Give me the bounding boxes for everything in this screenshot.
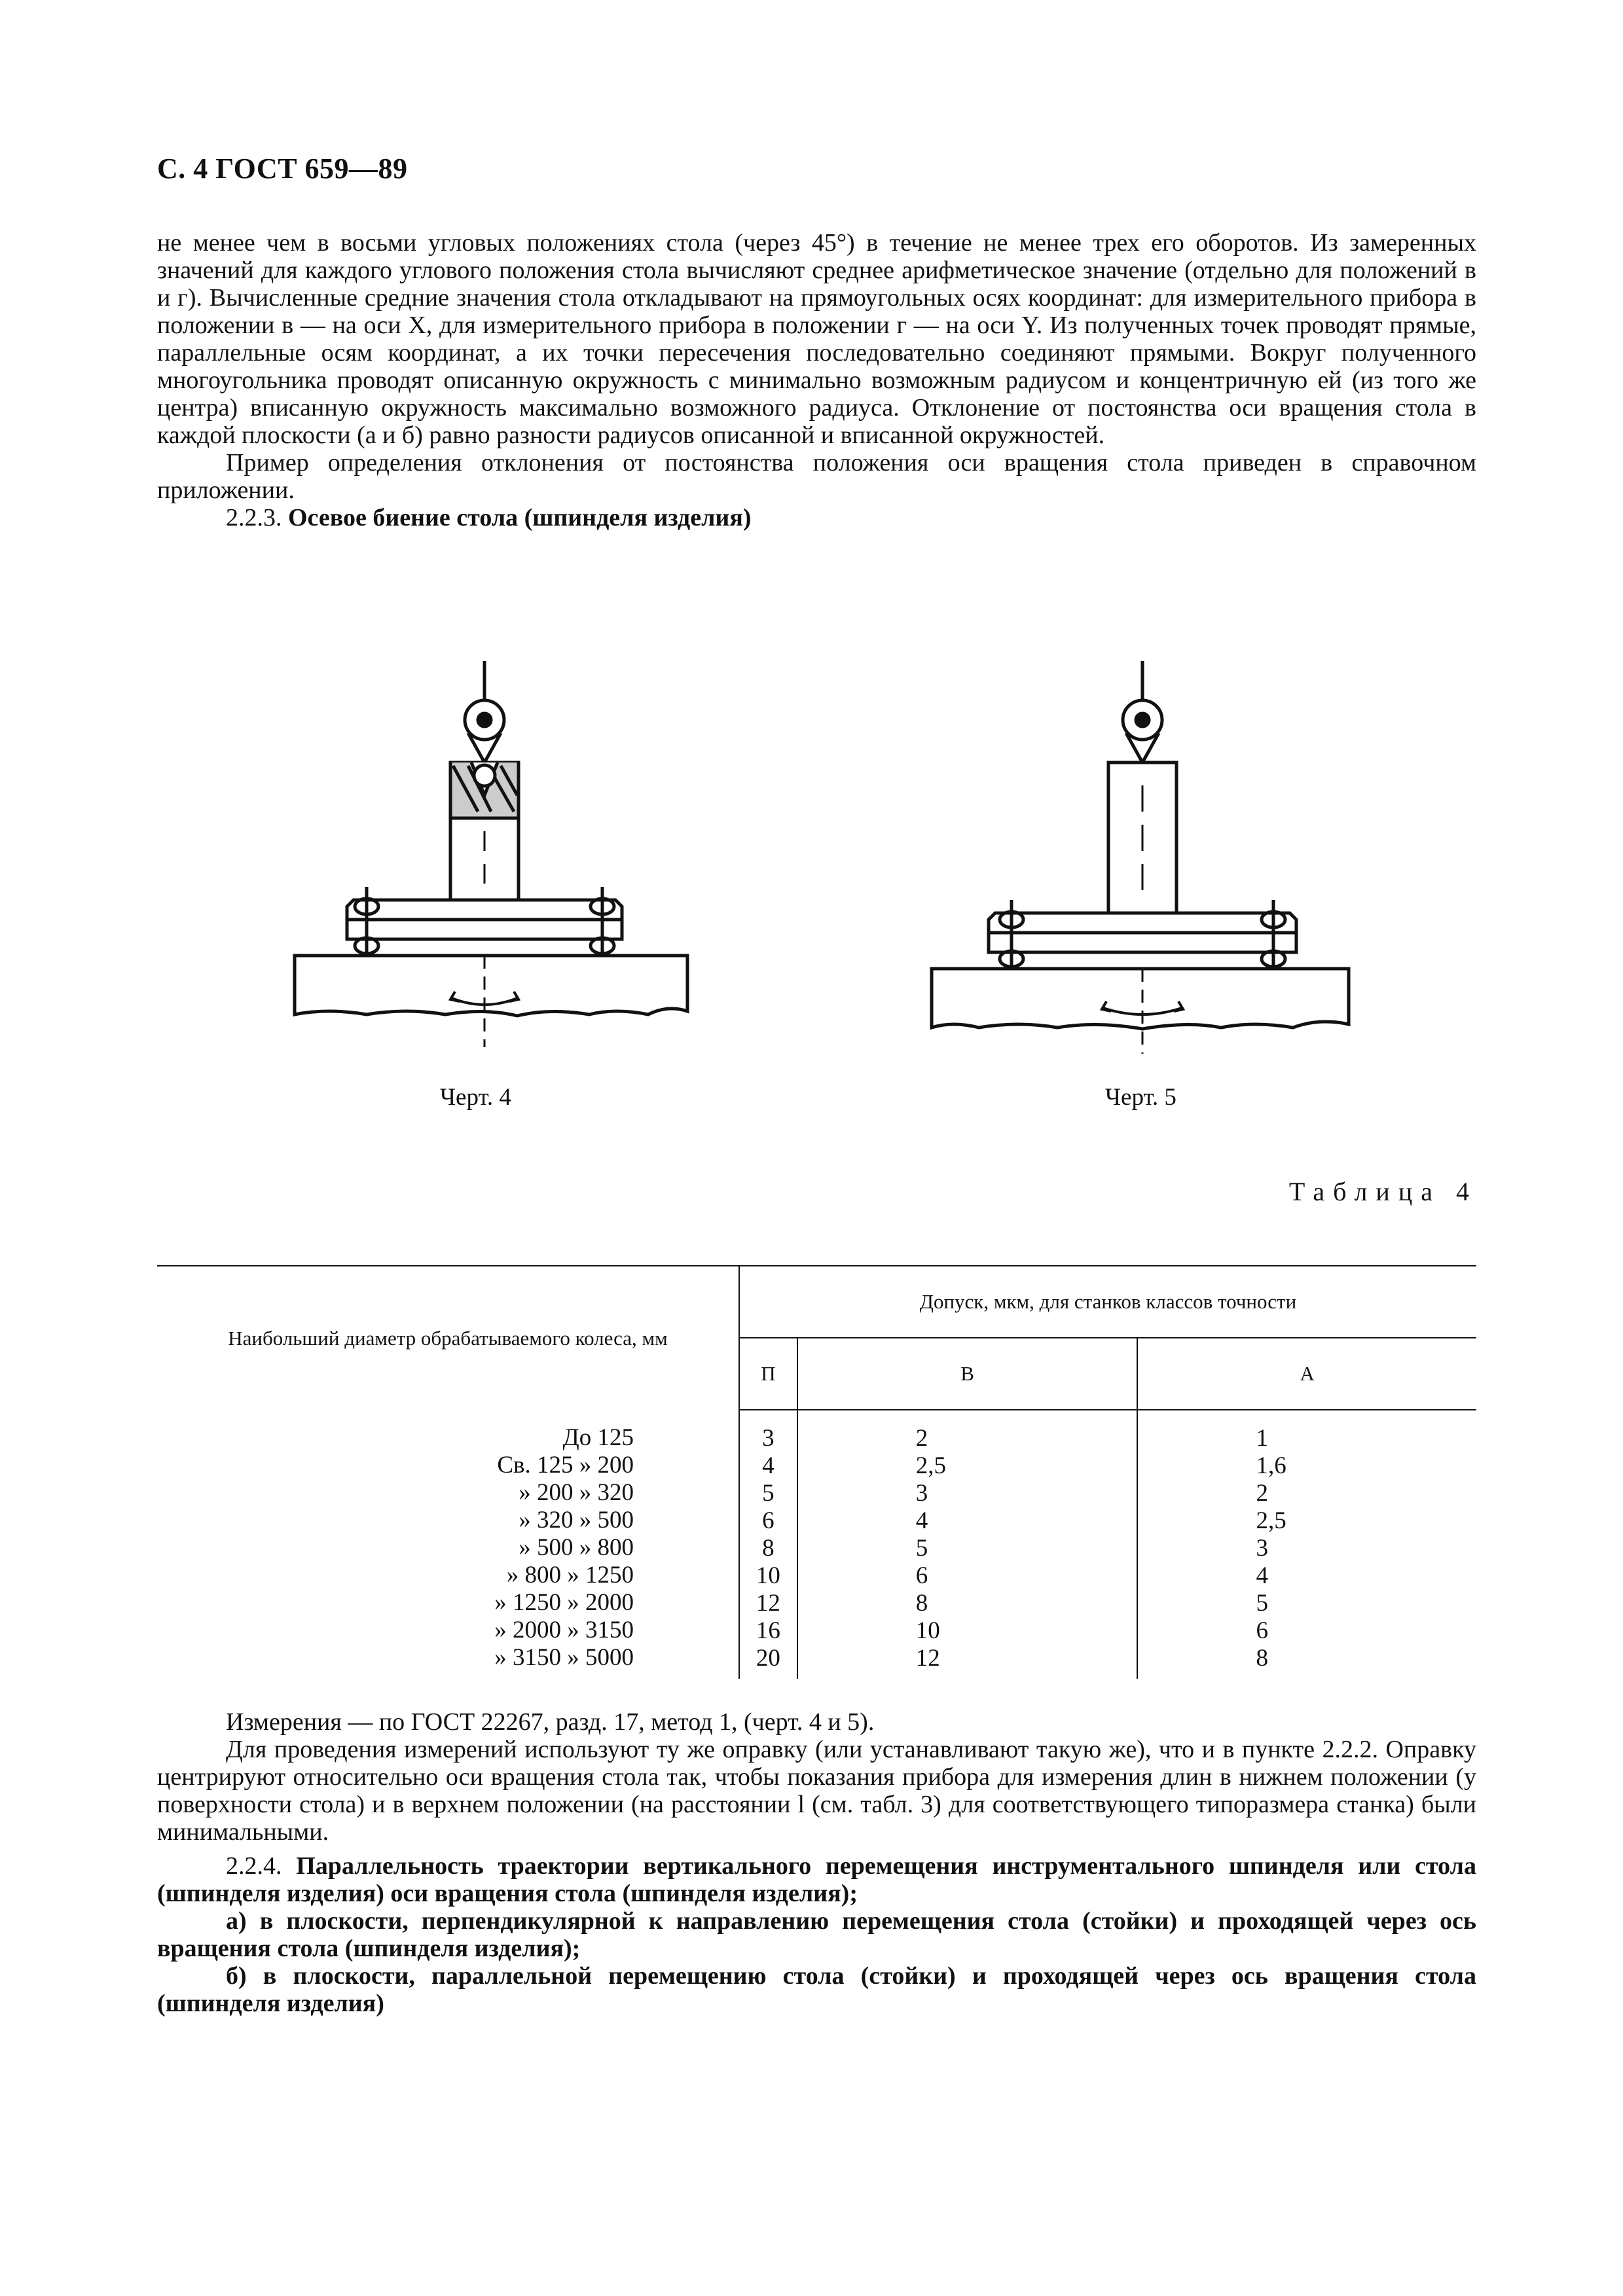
list-item-b-text: б) в плоскости, параллельной перемещению стола (стойки) и проходящей через ось вращения стола (шпинделя изделия) [157, 1962, 1476, 2017]
tolerance-cell: 5 [762, 1480, 775, 1507]
tolerance-cell: 6 [762, 1507, 775, 1534]
tolerance-cell: 5 [1256, 1590, 1268, 1617]
diameter-cell: » 200 » 320 [519, 1479, 634, 1506]
tolerance-cell: 8 [762, 1535, 775, 1562]
tolerance-cell: 4 [1256, 1562, 1268, 1589]
section-2-2-4-heading [157, 1852, 1476, 1907]
diameter-column [157, 1410, 739, 1679]
figure-4-caption: Черт. 4 [440, 1084, 511, 1111]
tolerance-column-v [797, 1410, 1138, 1679]
figure-4-drawing [288, 655, 707, 1060]
body-text-bottom [157, 1708, 1476, 2017]
tolerance-cell: 12 [756, 1590, 780, 1617]
column-header-class-v: В [797, 1338, 1138, 1410]
list-item-b [157, 1962, 1476, 2017]
list-item-a [157, 1907, 1476, 1962]
tolerance-cell: 6 [915, 1562, 928, 1589]
column-header-class-p: П [739, 1338, 797, 1410]
tolerance-cell: 2 [1256, 1480, 1268, 1507]
diameter-cell: » 800 » 1250 [506, 1562, 634, 1588]
table-header-row [157, 1266, 1476, 1338]
diameter-cell: Св. 125 » 200 [497, 1452, 634, 1479]
figure-5-drawing [926, 655, 1359, 1060]
page-header: С. 4 ГОСТ 659—89 [157, 152, 408, 185]
diameter-cell: До 125 [562, 1424, 634, 1451]
paragraph-measurements: Измерения — по ГОСТ 22267, разд. 17, метод 1, (черт. 4 и 5). [226, 1708, 875, 1736]
tolerance-cell: 3 [1256, 1535, 1268, 1562]
diameter-cell: » 3150 » 5000 [494, 1644, 634, 1671]
paragraph-procedure: Для проведения измерений используют ту же оправку (или устанавливают такую же), что и в пункте 2.2.2. Оправку центрируют относительно оси вращения стола так, чтобы показания прибора для измерения длин в нижнем положении (у поверхности стола) и в верхнем положении (на расстоянии l (см. табл. 3) для соответствующего типоразмера станка) были минимальными. [157, 1736, 1476, 1846]
column-header-class-a: А [1137, 1338, 1476, 1410]
diameter-cell: » 500 » 800 [519, 1534, 634, 1561]
list-item-a-text: а) в плоскости, перпендикулярной к направлению перемещения стола (стойки) и проходящей через ось вращения стола (шпинделя изделия); [157, 1907, 1476, 1962]
diameter-cell: » 2000 » 3150 [494, 1617, 634, 1643]
section-title: Осевое биение стола (шпинделя изделия) [288, 504, 752, 531]
section-number: 2.2.3. [226, 504, 282, 531]
column-group-header-tolerance: Допуск, мкм, для станков классов точности [739, 1266, 1476, 1338]
tolerance-cell: 5 [915, 1535, 928, 1562]
section-title: Параллельность траектории вертикального перемещения инструментального шпинделя или стола (шпинделя изделия) оси вращения стола (шпинделя изделия); [157, 1852, 1477, 1907]
tolerance-cell: 20 [756, 1645, 780, 1672]
tolerance-column-p [739, 1410, 797, 1679]
paragraph-method: не менее чем в восьми угловых положениях стола (через 45°) в течение не менее трех его оборотов. Из замеренных значений для каждого углового положения стола вычисляют среднее арифметическое значение (отдельно для положений в и г). Вычисленные средние значения стола откладывают на прямоугольных осях координат: для измерительного прибора в положении в — на оси X, для измерительного прибора в положении г — на оси Y. Из полученных точек проводят прямые, параллельные осям координат, а их точки пересечения последовательно соединяют прямыми. Вокруг полученного многоугольника проводят описанную окружность с минимально возможным радиусом и концентричную ей (из того же центра) вписанную окружность максимально возможного радиуса. Отклонение от постоянства оси вращения стола в каждой плоскости (а и б) равно разности радиусов описанной и вписанной окружностей. [157, 229, 1476, 449]
tolerance-cell: 2,5 [1256, 1507, 1286, 1534]
diameter-cell: » 320 » 500 [519, 1507, 634, 1534]
tolerance-cell: 1,6 [1256, 1452, 1286, 1479]
section-number: 2.2.4. [226, 1852, 282, 1880]
table-4-title: Таблица 4 [1288, 1177, 1478, 1206]
tolerance-cell: 6 [1256, 1617, 1268, 1644]
tolerance-cell: 10 [915, 1617, 940, 1644]
tolerance-cell: 2 [915, 1425, 928, 1452]
section-2-2-3-heading [157, 504, 1476, 531]
tolerance-cell: 16 [756, 1617, 780, 1644]
tolerance-cell: 8 [915, 1590, 928, 1617]
tolerance-column-a [1137, 1410, 1476, 1679]
column-header-diameter: Наибольший диаметр обрабатываемого колеса, мм [157, 1266, 739, 1410]
tolerance-cell: 1 [1256, 1425, 1268, 1452]
diameter-cell: » 1250 » 2000 [494, 1589, 634, 1616]
table-body-row [157, 1410, 1476, 1679]
tolerance-cell: 12 [915, 1645, 940, 1672]
tolerance-cell: 2,5 [915, 1452, 947, 1479]
tolerance-cell: 3 [762, 1425, 775, 1452]
figure-5-caption: Черт. 5 [1105, 1084, 1176, 1111]
tolerance-cell: 4 [762, 1452, 775, 1479]
body-text-top [157, 229, 1476, 531]
tolerance-table [157, 1265, 1476, 1679]
tolerance-cell: 10 [756, 1562, 780, 1589]
tolerance-cell: 8 [1256, 1645, 1268, 1672]
paragraph-example-ref: Пример определения отклонения от постоянства положения оси вращения стола приведен в справочном приложении. [157, 449, 1476, 504]
tolerance-cell: 4 [915, 1507, 928, 1534]
tolerance-cell: 3 [915, 1480, 928, 1507]
